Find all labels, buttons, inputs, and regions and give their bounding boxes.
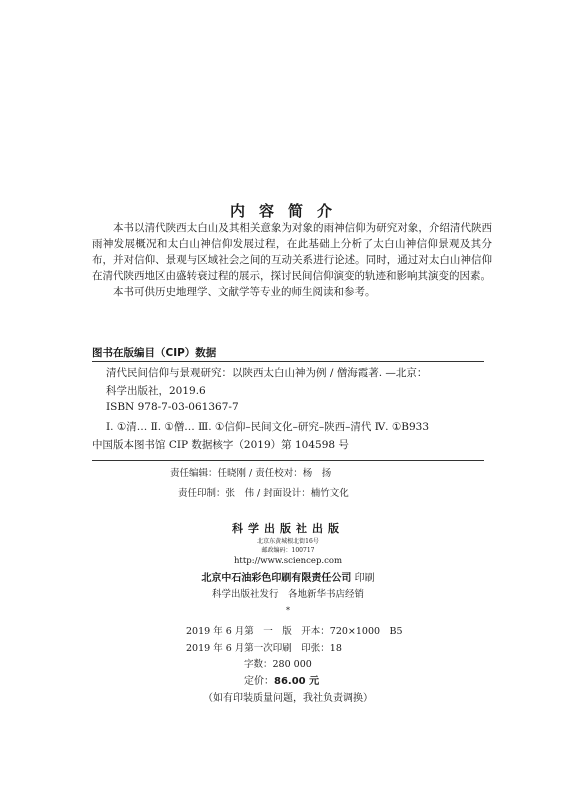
quality-notice: （如有印装质量问题，我社负责调换） [203, 693, 373, 704]
star-separator: * [286, 606, 290, 615]
impression-line: 2019 年 6 月第一次印刷 印张：18 [186, 643, 342, 654]
summary-body [92, 220, 492, 300]
cip-line-isbn: ISBN 978-7-03-061367-7 [106, 401, 239, 413]
printer-line [0, 569, 576, 584]
editor-credits-row: 责任编辑：任晓刚 / 责任校对：杨 扬 [170, 468, 332, 479]
edition-line: 2019 年 6 月第 一 版 开本：720×1000 B5 [186, 626, 403, 637]
cip-line-record-number: 中国版本图书馆 CIP 数据核字（2019）第 104598 号 [92, 439, 349, 451]
production-credits-row: 责任印制：张 伟 / 封面设计：楠竹文化 [178, 488, 349, 499]
printer-name: 北京中石油彩色印刷有限责任公司 [201, 573, 352, 584]
price-line [244, 672, 319, 687]
cip-line-classification: Ⅰ. ①清… Ⅱ. ①僧… Ⅲ. ①信仰–民间文化–研究–陕西–清代 Ⅳ. ①B933 [106, 421, 430, 433]
publisher-postcode: 邮政编码：100717 [261, 547, 315, 554]
summary-paragraph: 本书可供历史地理学、文献学等专业的师生阅读和参考。 [113, 286, 376, 298]
distributor-line: 科学出版社发行 各地新华书店经销 [211, 589, 364, 600]
summary-paragraph: 本书以清代陕西太白山及其相关意象为对象的雨神信仰为研究对象，介绍清代陕西雨神发展概况和太白山神信仰发展过程，在此基础上分析了太白山神信仰景观及其分布，并对信仰、景观与区域社会之间的互动关系进行论述。同时，通过对太白山神信仰在清代陕西地区由盛转衰过程的展示，探讨民间信仰演变的轨迹和影响其演变的因素。 [92, 222, 492, 282]
printer-suffix: 印刷 [351, 573, 375, 584]
publisher-url: http://www.sciencep.com [233, 556, 343, 566]
price-value: 86.00 元 [274, 676, 320, 687]
summary-title: 内容简介 [229, 202, 346, 220]
publisher-address: 北京东黄城根北街16号 [257, 538, 319, 545]
price-label: 定价： [244, 676, 274, 687]
cip-line-title: 清代民间信仰与景观研究：以陕西太白山神为例 / 僧海霞著. —北京： [106, 367, 428, 379]
cip-top-rule [92, 361, 484, 362]
cip-heading: 图书在版编目（CIP）数据 [92, 347, 217, 359]
cip-bottom-rule [92, 460, 484, 461]
cip-line-publisher: 科学出版社，2019.6 [106, 385, 206, 397]
word-count: 字数：280 000 [244, 659, 312, 670]
publisher-name: 科学出版社出版 [232, 522, 344, 535]
